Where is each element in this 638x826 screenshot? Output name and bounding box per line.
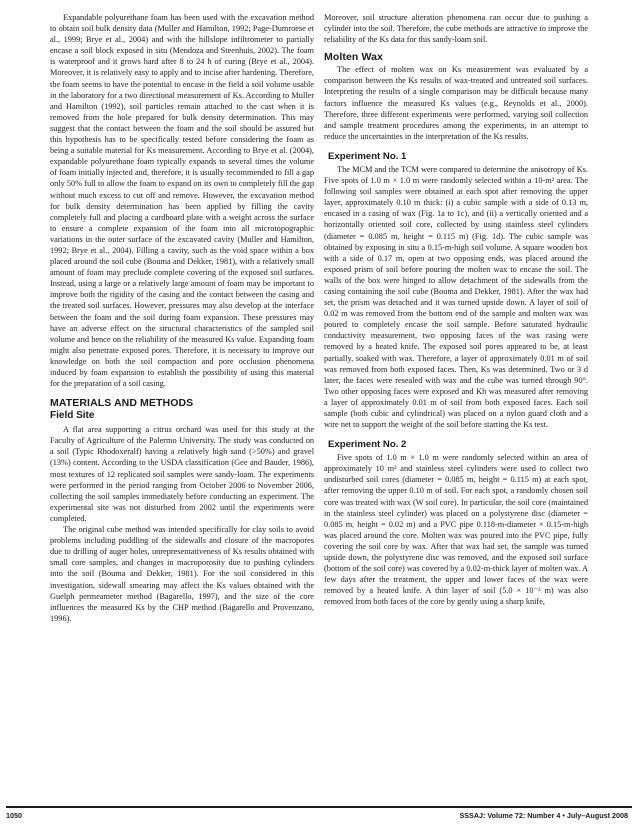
left-column <box>50 12 314 624</box>
journal-citation: SSSAJ: Volume 72: Number 4 • July–August 2008 <box>459 811 628 820</box>
molten-wax-heading: Molten Wax <box>324 51 383 64</box>
page-number: 1050 <box>6 811 22 820</box>
experiment-2-paragraph: Five spots of 1.0 m × 1.0 m were randomly selected within an area of approximately 10 m² and stainless steel cylinders were used to collect two undisturbed soil cores (diameter = 0.085 m, height = 0.115 m) at each spot, after removing the upper 0.10 m of soil. For each spot, a randomly chosen soil core was treated with wax (W soil core). In particular, the soil core (maintained in the stainless steel cylinder) was placed on a polystyrene disc (diameter = 0.085 m, height = 0.02 m) and a PVC pipe 0.118-m-diameter × 0.15-m-high was placed around the core. Molten wax was poured into the PVC pipe, fully covering the soil core by wax. After that wax had set, the sample was turned upside down, the polystyrene disc was removed, and the exposed soil surface (bottom of the soil core) was covered by a 0.02-m-thick layer of molten wax. A few days after the treatment, the upper and lower faces of the wax were removed by a heated knife. A thin layer of soil (5.0 × 10⁻³ m) was also removed from both faces of the core by gently using a sharp knife, <box>324 453 588 607</box>
field-site-paragraph-2: The original cube method was intended specifically for clay soils to avoid problems including puddling of the sidewalls and closure of the macropores due to drilling of auger holes, unrepresentativeness of Ks results obtained with small core samples, and changes in macroporosity due to pushing cylinders into the soil (Bouma and Dekker, 1981). For the soil considered in this investigation, sidewall smearing may affect the Ks values obtained with the Guelph permeameter method (Bagarello, 1997), and the size of the core influences the measured Ks by the CHP method (Bagarello and Provenzano, 1996). <box>50 525 314 623</box>
section-heading: MATERIALS AND METHODS <box>50 397 194 410</box>
continuation-paragraph: Moreover, soil structure alteration phenomena can occur due to pushing a cylinder into the soil. Therefore, the cube methods are attractive to improve the reliability of the Ks data for this sandy-loam soil. <box>324 13 588 45</box>
experiment-1-paragraph: The MCM and the TCM were compared to determine the anisotropy of Ks. Five spots of 1.0 m × 1.0 m were randomly selected within a 10-m² area. The following soil samples were obtained at each spot after removing the upper layer, approximately 0.10 m thick: (i) a cubic sample with a side of 0.13 m, encased in a casing of wax (Fig. 1a to 1c), and (ii) a vertically oriented and a horizontally oriented soil core, collected by using stainless steel cylinders (diameter = 0.085 m, height = 0.115 m) (Fig. 1d). The cubic sample was obtained by exposing in situ a 0.15-m-high soil volume. A square wooden box with a side of 0.17 m, open at two opposing ends, was placed around the exposed prism of soil before pouring the molten wax to encase the soil. The walls of the box were hinged to allow detachment of the sidewalls from the casing containing the soil cube (Bouma and Dekker, 1981). After the wax had set, the prism was detached and it was turned upside down. A layer of soil of 0.02 m was removed from the bottom end of the sample and molten wax was poured to completely encase the soil sample. Before saturated hydraulic conductivity measurement, two opposing faces of the wax casing were removed by a heated knife. The exposed soil pores appeared to be, at least partially, soaked with wax. Therefore, a layer of approximately 0.01 m of soil was removed from both exposed faces. Then, Ks was determined. Two or 3 d later, the faces were resealed with wax and the cube was turned through 90°. Two other opposing faces were exposed and Kh was measured after removing a layer of approximately 0.01 m of soil from both exposed faces. Each soil sample (both cubic and cylindrical) was placed on a nylon guard cloth and a wire net to support the weight of the soil before starting the Ks test. <box>324 164 588 430</box>
field-site-paragraph-1: A flat area supporting a citrus orchard was used for this study at the Faculty of Agriculture of the Palermo University. The study was conducted on a soil (Typic Rhodoxeralf) having a relatively high sand (>50%) and gravel (13%) content. According to the USDA classification (Gee and Bauder, 1986), most textures of 12 replicated soil samples were sandy-loam. The experiments were performed in the period ranging from October 2006 to November 2006, collecting the soil samples immediately before conducting an experiment. The experimental site was not disturbed from 2002 until the experiments were completed. <box>50 425 314 523</box>
intro-paragraph: Expandable polyurethane foam has been used with the excavation method to obtain soil bulk density data (Muller and Hamilton, 1992; Page-Dumroese et al., 1999; Brye et al., 2004) and with the hillslope infiltrometer to partially encase a soil block exposed in situ (Mendoza and Steenhuis, 2002). The foam is waterproof and it grows hard after 8 to 24 h of curing (Brye et al., 2004). Moreover, it is relatively easy to apply and to incise after hardening. Therefore, the foam seems to have the potential to encase in the field a soil volume usable in the laboratory for a two directional measurement of Ks. According to Muller and Hamilton (1992), soil particles remain attached to the cast when it is removed from the hole prepared for bulk density determination. This may suggest that the contact between the foam and the soil should be assured but this hypothesis has to be specifically tested before considering the foam as being a suitable material for Ks measurement. According to Brye et al. (2004), expandable polyurethane foam typically expands to several times the volume of foam initially injected and, therefore, it is usually recommended to fill a gap only 50% full to allow the foam to expand on its own to completely fill the gap without much excess to cut off and remove. However, the excavation method for bulk density determination has been applied by filling the cavity completely full and placing a cardboard plate with a weight across the surface to ensure a complete expansion of the foam into all microtopographic variations in the outer surface of the excavated cavity (Muller and Hamilton, 1992; Brye et al., 2004). Filling a cavity, such as the void space within a box placed around the soil cube (Bouma and Dekker, 1981), with a relatively small amount of foam may preclude complete covering of the exposed soil surfaces. Instead, using a large or a relatively large amount of foam may be important to improve both the rigidity of the casing and the contact between the casing and the treated soil surfaces. However, pressures may also develop at the interface between the foam and the soil during foam expansion. These pressures may have an adverse effect on the structural characteristics of the sampled soil volume and hence on the reliability of the measured Ks value. Expanding foam might also penetrate exposed pores. Therefore, it is necessary to improve our knowledge on both the soil compaction and pore occlusion phenomena induced by foam expansion to establish the possibility of using this material for the preparation of a soil casing. <box>50 13 314 389</box>
molten-wax-paragraph: The effect of molten wax on Ks measurement was evaluated by a comparison between the Ks results of wax-treated and untreated soil surfaces. Interpreting the results of a single comparison may be difficult because many factors influence the measured Ks values (e.g., Reynolds et al., 2000). Therefore, three different experiments were performed, varying soil collection and sample treatment procedures among the experiments, in an attempt to reduce the uncertainties in the interpretation of the Ks results. <box>324 65 588 141</box>
experiment-2-heading: Experiment No. 2 <box>328 439 407 451</box>
experiment-1-heading: Experiment No. 1 <box>328 150 407 162</box>
right-column <box>324 12 588 608</box>
subsection-heading: Field Site <box>50 410 95 422</box>
page-footer <box>6 806 632 820</box>
